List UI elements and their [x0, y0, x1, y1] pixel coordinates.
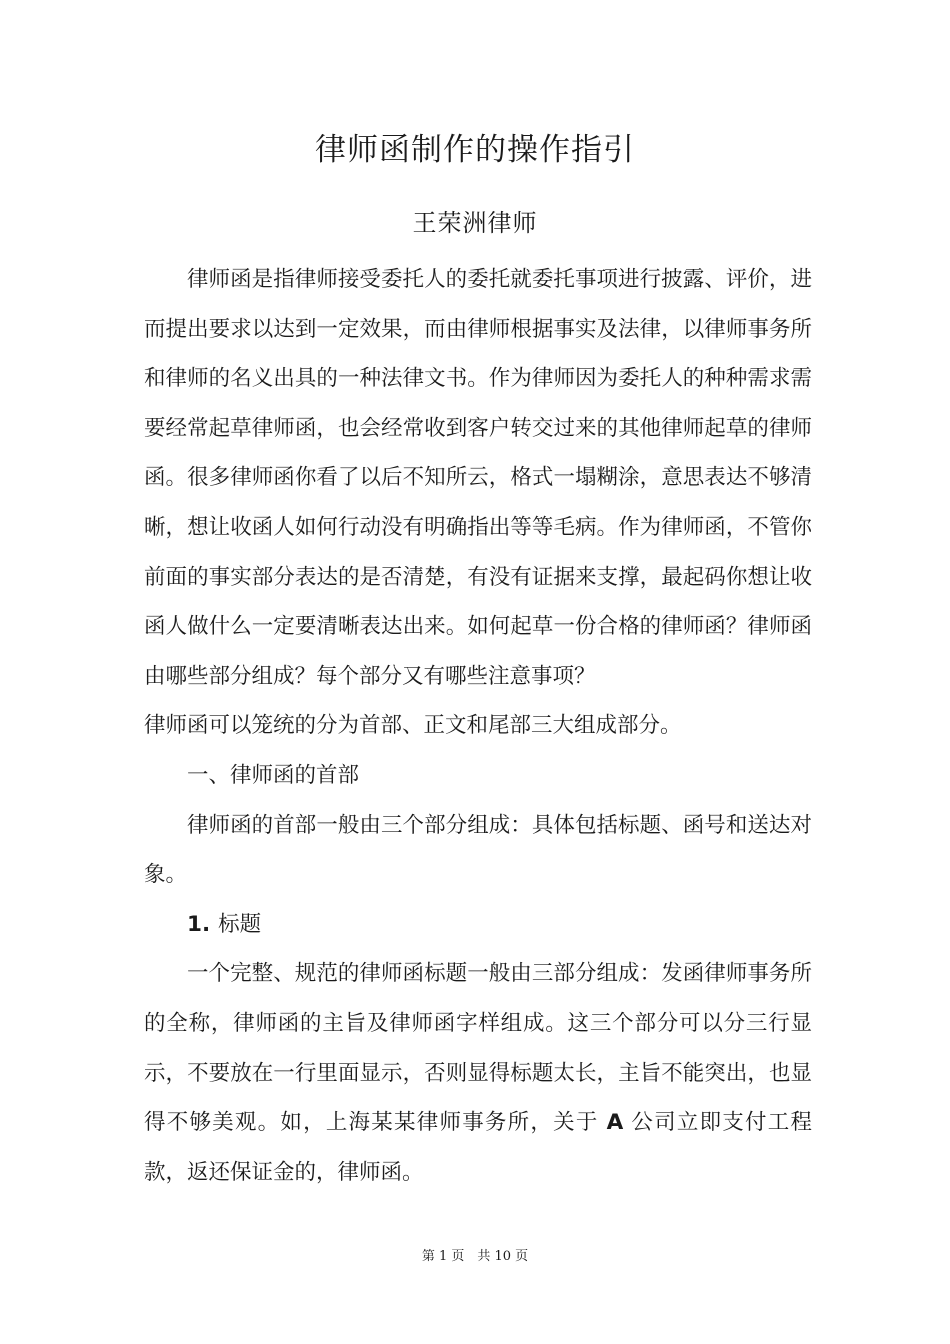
page-footer	[0, 1247, 950, 1267]
page-number: 第 1 页 共 10 页	[421, 1249, 529, 1264]
intro-tail-paragraph: 律师函可以笼统的分为首部、正文和尾部三大组成部分。	[144, 713, 682, 739]
document-author: 王荣洲律师	[412, 209, 538, 237]
subsection-company-letter: A	[606, 1110, 624, 1136]
subsection-title: 标题	[218, 911, 262, 937]
subsection-heading	[144, 900, 812, 950]
document-title: 律师函制作的操作指引	[315, 132, 635, 168]
subsection-number: 1.	[187, 911, 211, 937]
intro-paragraph: 律师函是指律师接受委托人的委托就委托事项进行披露、评价，进而提出要求以达到一定效果，而由律师根据事实及法律，以律师事务所和律师的名义出具的一种法律文书。作为律师因为委托人的种种需求需要经常起草律师函，也会经常收到客户转交过来的其他律师起草的律师函。很多律师函你看了以后不知所云，格式一塌糊涂，意思表达不够清晰，想让收函人如何行动没有明确指出等等毛病。作为律师函，不管你前面的事实部分表达的是否清楚，有没有证据来支撑，最起码你想让收函人做什么一定要清晰表达出来。如何起草一份合格的律师函？律师函由哪些部分组成？每个部分又有哪些注意事项？	[144, 267, 812, 689]
section-paragraph: 律师函的首部一般由三个部分组成：具体包括标题、函号和送达对象。	[144, 812, 812, 888]
subsection-text-a: 一个完整、规范的律师函标题一般由三部分组成：发函律师事务所的全称，律师函的主旨及律师函字样组成。这三个部分可以分三行显示，不要放在一行里面显示，否则显得标题太长，主旨不能突出，也显得不够美观。如，上海某某律师事务所，关于	[144, 961, 812, 1136]
subsection-text-b: 公司立即支付工程款，返还保证金的，律师函。	[144, 1110, 812, 1185]
section-heading: 一、律师函的首部	[187, 762, 360, 788]
subsection-paragraph	[144, 949, 812, 1197]
document-body	[144, 255, 812, 1197]
